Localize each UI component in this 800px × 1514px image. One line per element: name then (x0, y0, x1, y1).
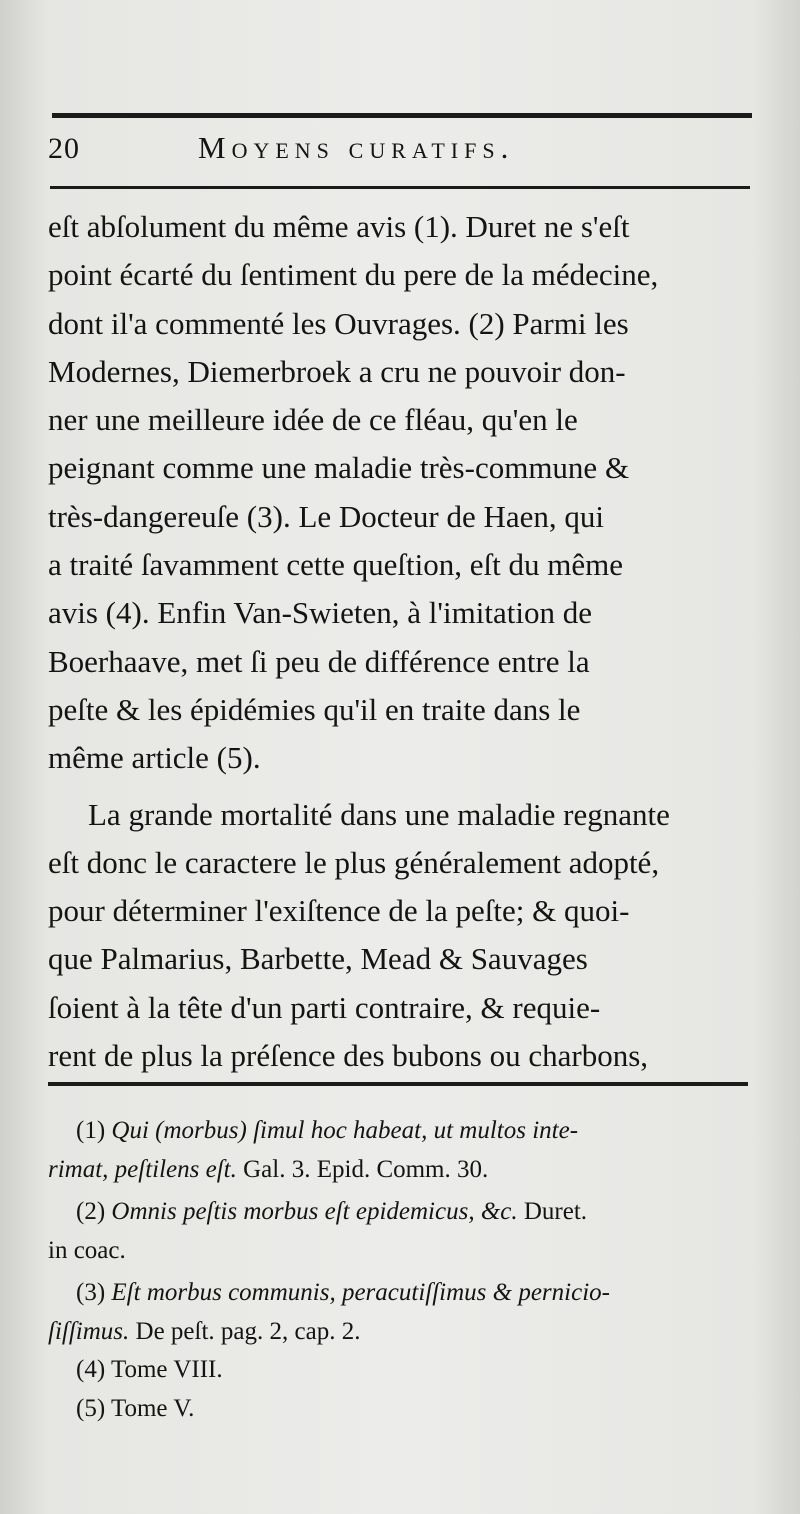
footnote-mark: (1) (76, 1117, 106, 1144)
page-number: 20 (48, 132, 80, 165)
footnote-reference: Gal. 3. Epid. Comm. 30. (236, 1155, 489, 1183)
text-line: même article (5). (48, 740, 261, 776)
paragraph-gap (48, 783, 760, 791)
footnote-2-cont (48, 1232, 760, 1271)
footnote-reference: De peſt. pag. 2, cap. 2. (129, 1317, 361, 1345)
text-line: La grande mortalité dans une maladie regnante (88, 796, 670, 832)
footnote-mark: (2) (76, 1198, 106, 1225)
text-line: dont il'a commenté les Ouvrages. (2) Parmi les (48, 305, 629, 341)
footnote-quote: ſiſſimus. (48, 1317, 130, 1345)
footnote-quote: Omnis peſtis morbus eſt epidemicus, &c. (111, 1198, 518, 1225)
text-line: rent de plus la préſence des bubons ou charbons, (48, 1038, 649, 1074)
footnote-3-cont (48, 1313, 760, 1352)
page-header (48, 128, 760, 168)
text-line: Modernes, Diemerbroek a cru ne pouvoir don- (48, 353, 626, 389)
text-line: ner une meilleure idée de ce fléau, qu'en le (48, 402, 578, 438)
footnote-3 (48, 1274, 760, 1313)
footnotes (48, 1112, 760, 1428)
text-line: peignant comme une maladie très-commune & (48, 450, 630, 486)
footnote-quote: Eſt morbus communis, peracutiſſimus & pernicio- (111, 1279, 610, 1306)
footnote-quote: Qui (morbus) ſimul hoc habeat, ut multos inte- (111, 1117, 579, 1144)
footnote-quote: rimat, peſtilens eſt. (48, 1155, 237, 1183)
text-line: que Palmarius, Barbette, Mead & Sauvages (48, 941, 588, 977)
text-line: très-dangereuſe (3). Le Docteur de Haen, qui (48, 498, 605, 534)
footnote-1 (48, 1112, 760, 1151)
text-line: Boerhaave, met ſi peu de différence entre la (48, 643, 590, 679)
text-line: eſt abſolument du même avis (1). Duret ne s'eſt (48, 209, 630, 244)
text-line: ſoient à la tête d'un parti contraire, & requie- (48, 989, 601, 1025)
footnote-rule (48, 1082, 748, 1086)
footnote-reference: in coac. (48, 1236, 126, 1264)
text-line: eſt donc le caractere le plus généralement adopté, (48, 844, 660, 880)
text-line: point écarté du ſentiment du pere de la médecine, (48, 257, 659, 293)
text-line: avis (4). Enfin Van-Swieten, à l'imitation de (48, 595, 592, 631)
footnote-1-cont (48, 1151, 760, 1190)
text-line: a traité ſavamment cette queſtion, eſt du même (48, 547, 623, 583)
top-rule (52, 113, 752, 118)
footnote-5: (5) Tome V. (76, 1394, 195, 1422)
text-line: peſte & les épidémies qu'il en traite dans le (48, 691, 581, 727)
running-head: Moyens curatifs. (198, 130, 515, 165)
footnote-2 (48, 1193, 760, 1232)
footnote-mark: (3) (76, 1279, 106, 1306)
footnote-4: (4) Tome VIII. (76, 1356, 223, 1383)
text-line: pour déterminer l'exiſtence de la peſte; & quoi- (48, 893, 630, 929)
header-rule (50, 186, 750, 189)
footnote-reference: Duret. (517, 1198, 588, 1225)
main-text (48, 203, 760, 1080)
